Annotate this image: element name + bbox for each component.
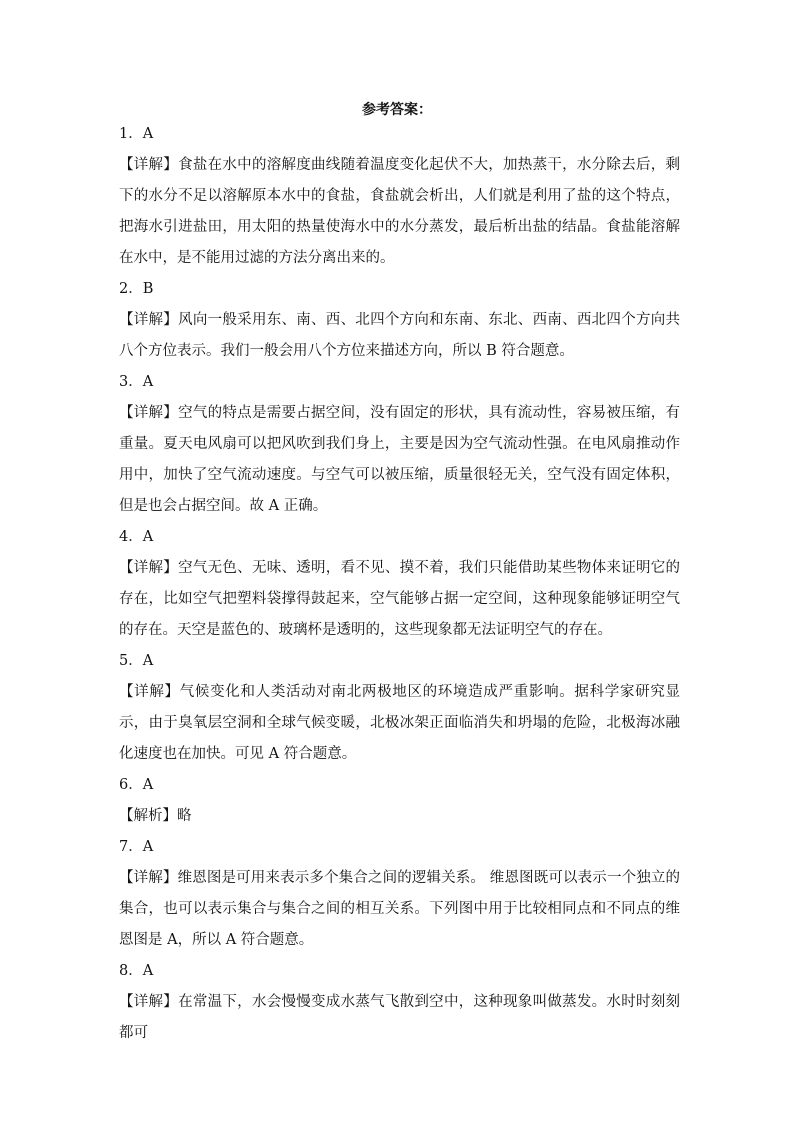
- explanation-tag: 【解析】: [119, 808, 177, 824]
- explanation-tag: 【详解】: [119, 157, 179, 173]
- explanation-tag: 【详解】: [119, 870, 178, 886]
- explanation-text: 风向一般采用东、南、西、北四个方向和东南、东北、西南、西北四个方向共八个方位表示。我们一般会用八个方位来描述方向，所以 B 符合题意。: [119, 312, 681, 359]
- explanation-text: 气候变化和人类活动对南北两极地区的环境造成严重影响。据科学家研究显示，由于臭氧层空洞和全球气候变暖，北极冰架正面临消失和坍塌的危险，北极海冰融化速度也在加快。可见 A 符合题意。: [119, 684, 681, 762]
- answer-list: [119, 119, 680, 1049]
- answer-explanation-8: [119, 987, 680, 1049]
- answer-explanation-7: [119, 863, 680, 956]
- page-title: 参考答案：: [362, 102, 432, 118]
- explanation-text: 在常温下，水会慢慢变成水蒸气飞散到空中，这种现象叫做蒸发。水时时刻刻都可: [119, 994, 681, 1041]
- explanation-text: 食盐在水中的溶解度曲线随着温度变化起伏不大，加热蒸干，水分除去后，剩下的水分不足以溶解原本水中的食盐，食盐就会析出，人们就是利用了盐的这个特点，把海水引进盐田，用太阳的热量使海水中的水分蒸发，最后析出盐的结晶。食盐能溶解在水中，是不能用过滤的方法分离出来的。: [119, 157, 681, 266]
- explanation-tag: 【详解】: [119, 405, 179, 421]
- answer-explanation-3: [119, 398, 680, 522]
- explanation-text: 空气无色、无味、透明，看不见、摸不着，我们只能借助某些物体来证明它的存在，比如空气把塑料袋撑得鼓起来，空气能够占据一定空间，这种现象能够证明空气的存在。天空是蓝色的、玻璃杯是透明的，这些现象都无法证明空气的存在。: [119, 560, 681, 638]
- answer-number-2: 2．B: [119, 281, 154, 297]
- answer-explanation-6: [119, 801, 680, 832]
- answer-number-6: 6．A: [119, 777, 154, 793]
- answer-number-5: 5．A: [119, 653, 154, 669]
- explanation-tag: 【详解】: [119, 684, 180, 700]
- explanation-tag: 【详解】: [119, 560, 179, 576]
- answer-number-3: 3．A: [119, 374, 154, 390]
- explanation-text: 空气的特点是需要占据空间，没有固定的形状，具有流动性，容易被压缩，有重量。夏天电风扇可以把风吹到我们身上，主要是因为空气流动性强。在电风扇推动作用中，加快了空气流动速度。与空气可以被压缩，质量很轻无关，空气没有固定体积，但是也会占据空间。故 A 正确。: [119, 405, 681, 514]
- answer-number-4: 4．A: [119, 529, 154, 545]
- explanation-tag: 【详解】: [119, 312, 179, 328]
- answer-explanation-2: [119, 305, 680, 367]
- answer-explanation-5: [119, 677, 680, 770]
- explanation-text: 维恩图是可用来表示多个集合之间的逻辑关系。 维恩图既可以表示一个独立的集合，也可以表示集合与集合之间的相互关系。下列图中用于比较相同点和不同点的维恩图是 A，所以 A 符合题意。: [119, 870, 681, 948]
- answer-explanation-4: [119, 553, 680, 646]
- answer-explanation-1: [119, 150, 680, 274]
- explanation-tag: 【详解】: [119, 994, 179, 1010]
- answer-number-8: 8．A: [119, 963, 154, 979]
- answer-number-7: 7．A: [119, 839, 154, 855]
- explanation-text: 略: [177, 808, 192, 824]
- answer-number-1: 1．A: [119, 126, 154, 142]
